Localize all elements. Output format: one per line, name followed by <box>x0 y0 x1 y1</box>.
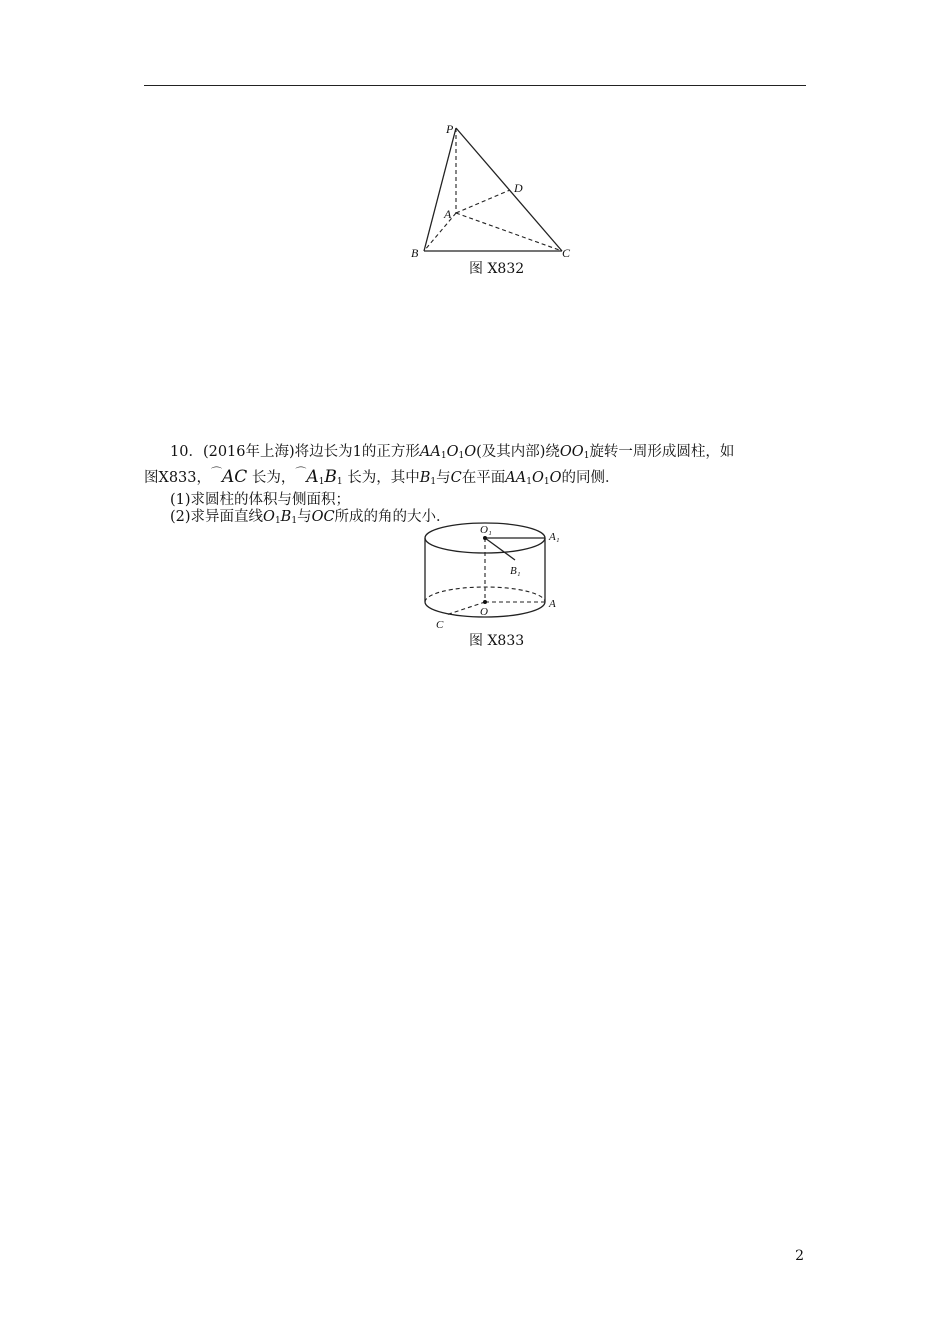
label-a1: A₁ <box>549 531 560 543</box>
label-a: A <box>444 207 452 221</box>
problem-10-line-1: 10．(2016年上海)将边长为1的正方形$AA_1O_1O$(及其内部)绕$OO_1$旋转一周形成圆柱，如 <box>170 444 735 461</box>
figure-caption-x832: 图 X832 <box>469 261 525 277</box>
label-c: C <box>436 619 444 631</box>
label-o: O <box>480 606 488 618</box>
figure-caption-x833: 图 X833 <box>469 633 525 649</box>
label-a: A <box>549 598 556 610</box>
label-p: P <box>446 122 454 136</box>
label-c: C <box>562 246 571 260</box>
label-b: B <box>411 246 419 260</box>
label-o1: O₁ <box>480 524 492 536</box>
problem-10-line-2: 图X833，⌒AC 长为，$^⌒A_1B_1$ 长为，其中$B_1$与C在平面$AA_1O_1O$的同侧． <box>144 466 620 487</box>
tetrahedron-figure <box>400 118 590 268</box>
point-o <box>483 600 487 604</box>
segment-ad-hidden <box>456 190 510 213</box>
label-b1: B₁ <box>510 565 521 577</box>
header-rule <box>144 85 806 86</box>
segment-o1b1 <box>485 538 515 560</box>
point-o1 <box>483 536 487 540</box>
edge-pb <box>424 128 456 251</box>
label-d: D <box>514 181 523 195</box>
problem-10-question-2: (2)求异面直线$O_1B_1$与OC所成的角的大小． <box>170 509 451 526</box>
problem-10-question-1: (1)求圆柱的体积与侧面积； <box>170 492 351 508</box>
cylinder-figure <box>410 518 570 634</box>
page-number: 2 <box>795 1248 804 1264</box>
